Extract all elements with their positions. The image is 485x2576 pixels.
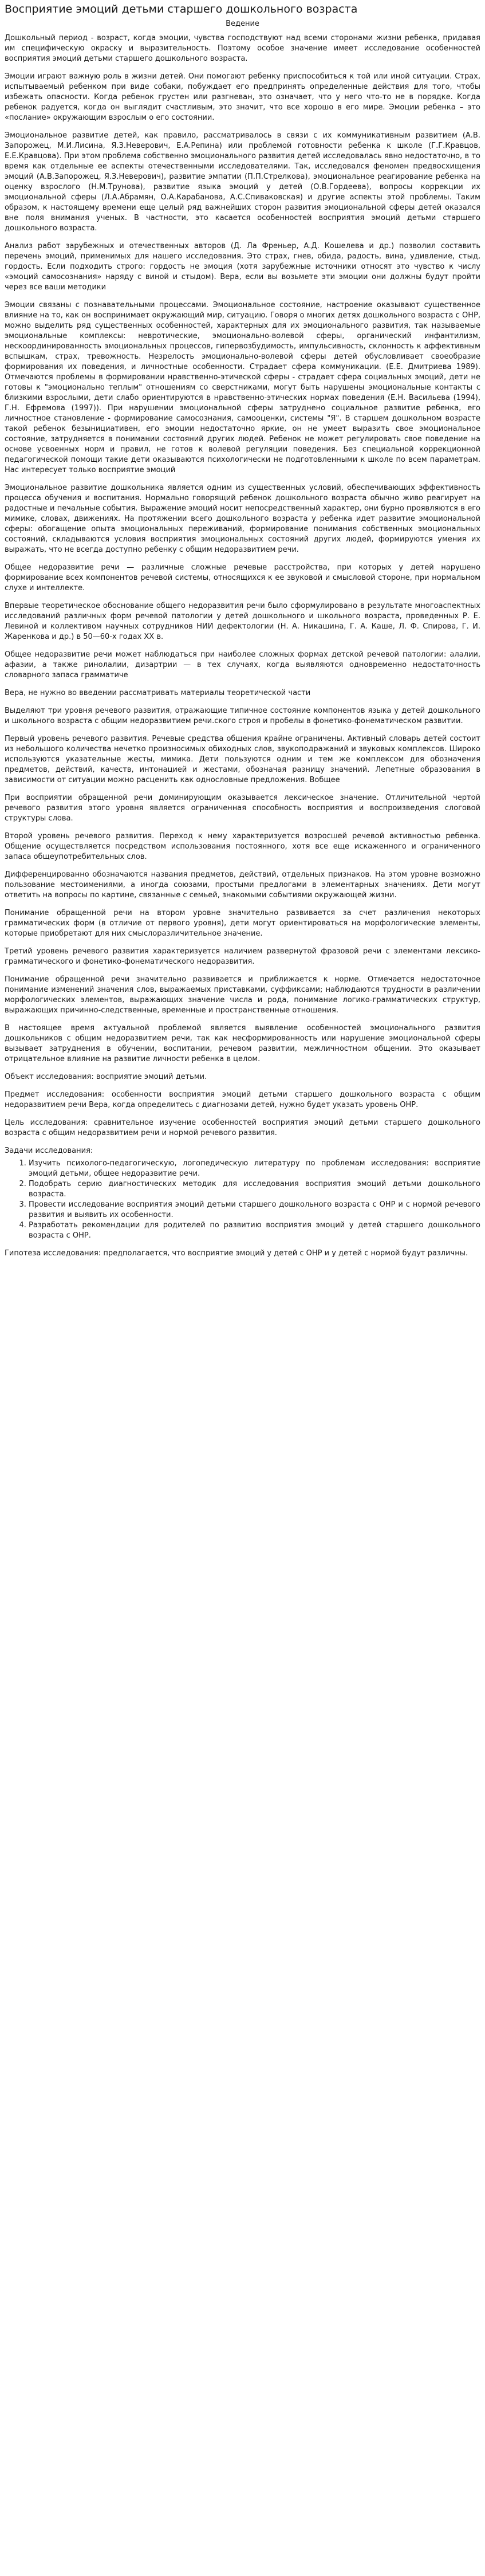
- list-item: 2. Подобрать серию диагностических методик для исследования восприятия эмоций детьми дошкольного возраста.: [29, 1179, 480, 1200]
- paragraph: Выделяют три уровня речевого развития, отражающие типичное состояние компонентов языка у детей дошкольного и школьного возраста с общим недоразвитием речи.ского строя и пробелы в фонетико-фонематическом развитии.: [5, 706, 480, 725]
- paragraph: Эмоциональное развитие детей, как правило, рассматривалось в связи с их коммуникативным развитием (А.В. Запорожец, М.И.Лисина, Я.З.Неверович, Е.А.Репина) или проблемой готовности ребенка к школе (Г.Г.Кравцов, Е.Е.Кравцова). При этом проблема собственно эмоционального развития детей исследовалась явно недостаточно, в то время как отдельные ее аспекты отечественными исследователями. Так, исследовался феномен предвосхищения эмоций (А.В.Запорожец, Я.З.Неверович), развитие эмпатии (П.П.Стрелкова), эмоциональное реагирование ребенка на оценку взрослого (Н.М.Трунова), развитие языка эмоций у детей (О.В.Гордеева), вопросы коррекции их эмоциональной сферы (Л.А.Абрамян, О.А.Карабанова, А.С.Спиваковская) и другие аспекты этой проблемы. Таким образом, к настоящему времени еще целый ряд важнейших сторон развития эмоциональной сферы детей оказался вне поля внимания ученых. В частности, это касается особенностей восприятия эмоций детьми старшего дошкольного возраста.: [5, 131, 480, 233]
- research-subject: Предмет исследования: особенности восприятия эмоций детьми старшего дошкольного возраста с общим недоразвитием речи Вера, когда определитесь с диагнозами детей, нужно будет указать уровень ОНР.: [5, 1090, 480, 1109]
- paragraph: Эмоциональное развитие дошкольника является одним из существенных условий, обеспечивающих эффективность процесса обучения и воспитания. Нормально говорящий ребенок дошкольного возраста обычно живо реагирует на радостные и печальные события. Выражение эмоций носит непосредственный характер, они бурно проявляются в его мимике, словах, движениях. На протяжении всего дошкольного возраста у ребенка идет развитие эмоциональной сферы: обогащение опыта эмоциональных переживаний, формирование понимания собственных эмоциональных состояний, складываются условия восприятия эмоциональных состояний других людей, формируются умения их выражать, что не всегда доступно ребенку с общим недоразвитием речи.: [5, 484, 480, 554]
- research-tasks-list: [5, 1159, 480, 1241]
- paragraph: Общее недоразвитие речи может наблюдаться при наиболее сложных формах детской речевой патологии: алалии, афазии, а также ринолалии, дизартрии — в тех случаях, когда выявляются одновременно недостаточность словарного запаса грамматичe: [5, 650, 480, 680]
- paragraph: Эмоции играют важную роль в жизни детей. Они помогают ребенку приспособиться к той или иной ситуации. Страх, испытываемый ребенком при виде собаки, побуждает его предпринять определенные действия для того, чтобы избежать опасности. Когда ребенок грустен или разгневан, это означает, что у него что-то не в порядке. Когда ребенок радуется, когда он выглядит счастливым, это значит, что все хорошо в его мире. Эмоции ребенка – это «послание» окружающим взрослым о его состоянии.: [5, 72, 480, 122]
- research-tasks-heading: Задачи исследования:: [5, 1146, 93, 1155]
- paragraph: В настоящее время актуальной проблемой является выявление особенностей эмоционального развития дошкольников с общим недоразвитием речи, так как несформированность или нарушение эмоциональной сферы вызывает затруднения в обучении, воспитании, речевом развитии, межличностном общении. Это оказывает отрицательное влияние на развитие личности ребенка в целом.: [5, 1024, 480, 1063]
- paragraph: Понимание обращенной речи значительно развивается и приближается к норме. Отмечается недостаточное понимание изменений значения слов, выражаемых приставками, суффиксами; наблюдаются трудности в различении морфологических элементов, выражающих значение числа и рода, понимание логико-грамматических структур, выражающих причинно-следственные, временные и пространственные отношения.: [5, 975, 480, 1015]
- list-item: 4. Разработать рекомендации для родителей по развитию восприятия эмоций у детей старшего дошкольного возраста с ОНР.: [29, 1220, 480, 1241]
- research-object: Объект исследования: восприятие эмоций детьми.: [5, 1073, 207, 1081]
- paragraph: Впервые теоретическое обоснование общего недоразвития речи было сформулировано в результате многоаспектных исследований различных форм речевой патологии у детей дошкольного и школьного возраста, проведенных Р. Е. Левиной и коллективом научных сотрудников НИИ дефектологии (Н. А. Никашина, Г. А. Каше, Л. Ф. Спирова, Г. И. Жаренкова и др.) в 50—60-х годах ХХ в.: [5, 602, 480, 641]
- research-hypothesis: Гипотеза исследования: предполагается, что восприятие эмоций у детей с ОНР и у детей с нормой будут различны.: [5, 1249, 468, 1258]
- paragraph: Первый уровень речевого развития. Речевые средства общения крайне ограничены. Активный словарь детей состоит из небольшого количества нечетко произносимых обиходных слов, звукоподражаний и звуковых комплексов. Широко используются указательные жесты, мимика. Дети пользуются одним и тем же комплексом для обозначения предметов, действий, качеств, интонацией и жестами, обозначая разницу значений. Лепетные образования в зависимости от ситуации можно расценить как однословные предложения. Вобщее: [5, 735, 480, 784]
- list-item: 3. Провести исследование восприятия эмоций детьми старшего дошкольного возраста с ОНР и с нормой речевого развития и выявить их особенности.: [29, 1200, 480, 1220]
- paragraph: Вера, не нужно во введении рассматривать материалы теоретической части: [5, 689, 311, 697]
- paragraph: Третий уровень речевого развития характеризуется наличием развернутой фразовой речи с элементами лексико-грамматического и фонетико-фонематического недоразвития.: [5, 947, 480, 966]
- document-title: Восприятие эмоций детьми старшего дошкольного возраста: [5, 3, 358, 15]
- document-page: [0, 0, 485, 1272]
- paragraph: Дошкольный период - возраст, когда эмоции, чувства господствуют над всеми сторонами жизни ребенка, придавая им специфическую окраску и выразительность. Поэтому особое значение имеет исследование особенностей восприятия эмоций детьми старшего дошкольного возраста.: [5, 34, 480, 63]
- research-goal: Цель исследования: сравнительное изучение особенностей восприятия эмоций детьми старшего дошкольного возраста с общим недоразвитием речи и нормой речевого развития.: [5, 1118, 480, 1137]
- paragraph: Второй уровень речевого развития. Переход к нему характеризуется возросшей речевой активностью ребенка. Общение осуществляется посредством использования постоянного, хотя все еще искаженного и ограниченного запаса общеупотребительных слов.: [5, 832, 480, 861]
- paragraph: Дифференцированно обозначаются названия предметов, действий, отдельных признаков. На этом уровне возможно пользование местоимениями, а иногда союзами, простыми предлогами в элементарных значениях. Дети могут ответить на вопросы по картине, связанные с семьей, знакомыми событиями окружающей жизни.: [5, 870, 480, 900]
- paragraph: Понимание обращенной речи на втором уровне значительно развивается за счет различения некоторых грамматических форм (в отличие от первого уровня), дети могут ориентироваться на морфологические элементы, которые приобретают для них смыслоразличительное значение.: [5, 909, 480, 938]
- paragraph: Общее недоразвитие речи — различные сложные речевые расстройства, при которых у детей нарушено формирование всех компонентов речевой системы, относящихся к ее звуковой и смысловой стороне, при нормальном слухе и интеллекте.: [5, 563, 480, 592]
- paragraph: Эмоции связаны с познавательными процессами. Эмоциональное состояние, настроение оказывают существенное влияние на то, как он воспринимает окружающий мир, ситуацию. Говоря о многих детях дошкольного возраста с ОНР, можно выделить ряд существенных особенностей, характерных для их эмоционального развития, так называемые эмоциональные комплексы: невротические, эмоционально-волевой сферы, органический инфантилизм, нескоординированность эмоциональных процессов, гипервозбудимость, импульсивность, склонность к аффективным вспышкам, страх, тревожность. Незрелость эмоционально-волевой сферы детей обусловливает своеобразие формирования их поведения, и личностные особенности. Страдает сфера коммуникации. (Е.Е. Дмитриева 1989). Отмечаются проблемы в формировании нравственно-этической сферы - страдает сфера социальных эмоций, дети не готовы к "эмоционально теплым" отношениям со сверстниками, могут быть нарушены эмоциональные контакты с близкими взрослыми, дети слабо ориентируются в нравственно-этических нормах поведения (Е.Н. Васильева (1994), Г.Н. Ефремова (1997)). При нарушении эмоциональной сферы затруднено социальное развитие ребенка, его личностное становление - формирование самосознания, самооценки, системы "Я". В старшем дошкольном возрасте такой ребенок безынициативен, его эмоции недостаточно яркие, он не умеет выразить свое эмоциональное состояние, затрудняется в понимании состояний других людей. Ребенок не может регулировать свое поведение на основе усвоенных норм и правил, не готов к волевой регуляции поведения. Без специальной коррекционной педагогической помощи такие дети оказываются психологически не подготовленными к школе по всем параметрам. Нас интересует только восприятие эмоций: [5, 301, 480, 474]
- paragraph: Анализ работ зарубежных и отечественных авторов (Д. Ла Френьер, А.Д. Кошелева и др.) позволил составить перечень эмоций, применимых для нашего исследования. Это страх, гнев, обида, радость, вина, удивление, стыд, гордость. Если подходить строго: гордость не эмоция (хотя зарубежные источники относят это чувство к числу «эмоций самосознания» наряду с виной и стыдом). Вера, если вы возьмете эти эмоции они должны будут пройти через все ваши методики: [5, 242, 480, 292]
- paragraph: При восприятии обращенной речи доминирующим оказывается лексическое значение. Отличительной чертой речевого развития этого уровня является ограниченная способность восприятия и воспроизведения слоговой структуры слова.: [5, 794, 480, 823]
- list-item: 1. Изучить психолого-педагогическую, логопедическую литературу по проблемам исследования: восприятие эмоций детьми, общее недоразвитие речи.: [29, 1159, 480, 1179]
- section-heading: Ведение: [226, 19, 259, 28]
